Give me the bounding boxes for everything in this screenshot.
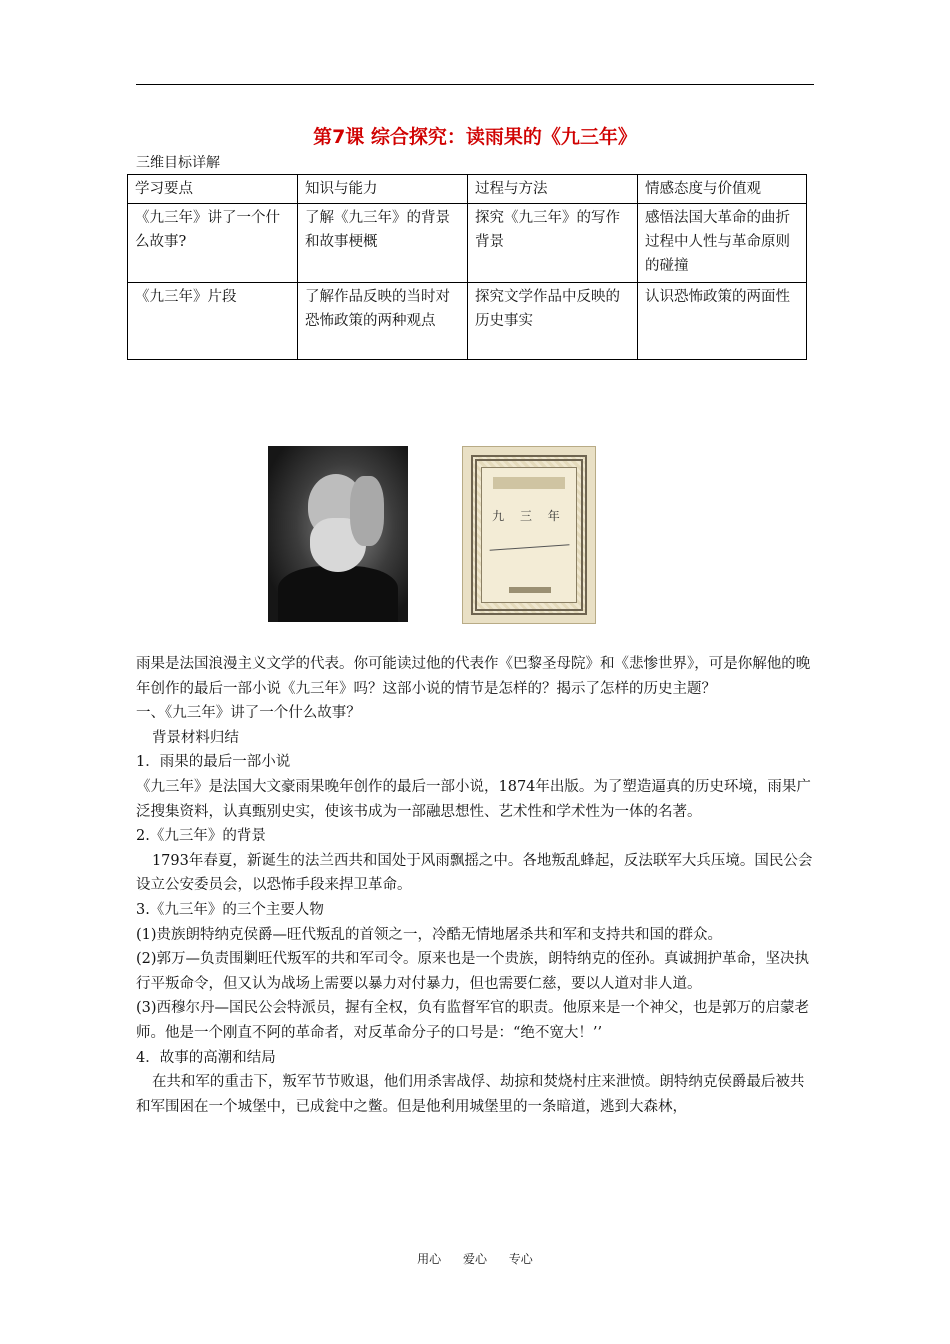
section-heading: 一、《九三年》讲了一个什么故事？ [136, 705, 361, 722]
table-row [128, 204, 807, 283]
table-cell: 探究《九三年》的写作背景 [468, 204, 638, 283]
section-subhead: 三维目标详解 [136, 155, 220, 171]
book-cover-series-label [493, 477, 565, 489]
numbered-heading: 1．雨果的最后一部小说 [136, 754, 291, 771]
intro-paragraph: 雨果是法国浪漫主义文学的代表。你可能读过他的代表作《巴黎圣母院》和《悲惨世界》，可是你解他的晚年创作的最后一部小说《九三年》吗？这部小说的情节是怎样的？揭示了怎样的历史主题？ [136, 656, 811, 697]
table-header-row [128, 175, 807, 204]
table-header-cell: 学习要点 [128, 175, 298, 204]
character-item: (2)郭万—负责围剿旺代叛军的共和军司令。原来也是一个贵族，朗特纳克的侄孙。真诚拥护革命，坚决执行平叛命令，但又认为战场上需要以暴力对付暴力，但也需要仁慈，要以人道对非人道。 [136, 951, 810, 992]
table-cell: 了解作品反映的当时对恐怖政策的两种观点 [298, 283, 468, 360]
hugo-portrait-image [268, 446, 408, 622]
numbered-heading: 3.《九三年》的三个主要人物 [136, 901, 324, 918]
character-item: (3)西穆尔丹—国民公会特派员，握有全权，负有监督军官的职责。他原来是一个神父，也是郭万的启蒙老师。他是一个刚直不阿的革命者，对反革命分子的口号是：“绝不宽大！’’ [136, 1000, 810, 1041]
numbered-heading: 4．故事的高潮和结局 [136, 1049, 276, 1066]
character-item: (1)贵族朗特纳克侯爵—旺代叛乱的首领之一，冷酷无情地屠杀共和军和支持共和国的群众。 [136, 926, 723, 943]
table-row [128, 283, 807, 360]
table-cell: 认识恐怖政策的两面性 [638, 283, 807, 360]
book-cover-publisher [509, 587, 551, 593]
article-body [136, 652, 816, 1119]
portrait-coat [278, 566, 398, 622]
paragraph: 1793年春夏，新诞生的法兰西共和国处于风雨飘摇之中。各地叛乱蜂起，反法联军大兵压境。国民公会设立公安委员会，以恐怖手段来捍卫革命。 [136, 852, 813, 894]
subsection-label: 背景材料归结 [151, 729, 239, 746]
table-cell: 《九三年》片段 [128, 283, 298, 360]
table-cell: 探究文学作品中反映的历史事实 [468, 283, 638, 360]
portrait-hand [350, 476, 384, 546]
numbered-heading: 2.《九三年》的背景 [136, 828, 266, 845]
book-cover-image [462, 446, 596, 624]
table-header-cell: 过程与方法 [468, 175, 638, 204]
book-cover-title: 九 三 年 [492, 509, 566, 523]
table-header-cell: 知识与能力 [298, 175, 468, 204]
table-header-cell: 情感态度与价值观 [638, 175, 807, 204]
table-cell: 了解《九三年》的背景和故事梗概 [298, 204, 468, 283]
table-cell: 《九三年》讲了一个什么故事? [128, 204, 298, 283]
goals-table [127, 174, 807, 360]
table-cell: 感悟法国大革命的曲折过程中人性与革命原则的碰撞 [638, 204, 807, 283]
header-rule [136, 84, 814, 85]
page-footer: 用心 爱心 专心 [417, 1252, 533, 1266]
page-title: 第7课 综合探究：读雨果的《九三年》 [313, 126, 637, 148]
paragraph: 《九三年》是法国大文豪雨果晚年创作的最后一部小说，1874年出版。为了塑造逼真的历史环境，雨果广泛搜集资料，认真甄别史实，使该书成为一部融思想性、艺术性和学术性为一体的名著。 [136, 778, 811, 820]
paragraph: 在共和军的重击下，叛军节节败退，他们用杀害战俘、劫掠和焚烧村庄来泄愤。朗特纳克侯爵最后被共和军围困在一个城堡中，已成瓮中之鳖。但是他利用城堡里的一条暗道，逃到大森林， [136, 1074, 805, 1115]
